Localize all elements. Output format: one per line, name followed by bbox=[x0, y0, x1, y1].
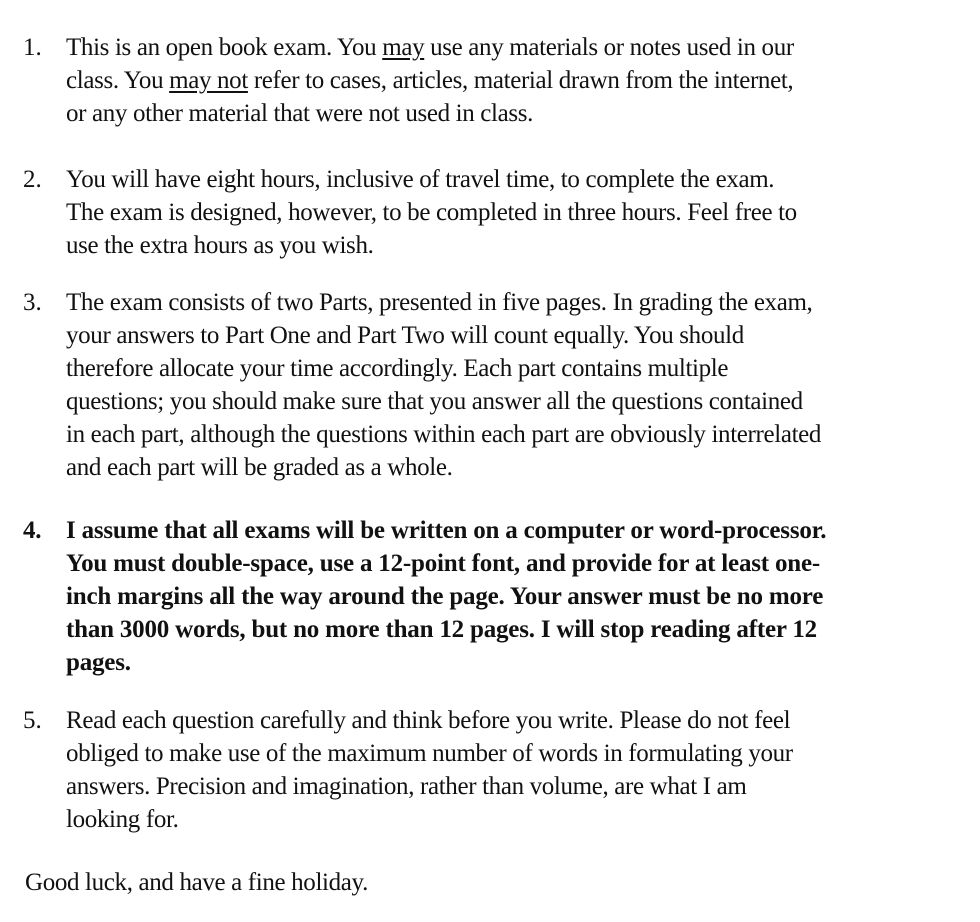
text-line: Read each question carefully and think before you write. Please do not feel bbox=[66, 707, 791, 734]
text-line: than 3000 words, but no more than 12 pages. I will stop reading after 12 bbox=[66, 616, 817, 643]
closing-line: Good luck, and have a fine holiday. bbox=[25, 869, 368, 896]
text-line: The exam is designed, however, to be completed in three hours. Feel free to bbox=[66, 199, 797, 226]
instruction-text bbox=[66, 704, 966, 836]
text-line: This is an open book exam. You may use any materials or notes used in our bbox=[66, 34, 794, 61]
instruction-text bbox=[66, 31, 966, 130]
text-line: in each part, although the questions within each part are obviously interrelated bbox=[66, 421, 822, 448]
text-line: The exam consists of two Parts, presented in five pages. In grading the exam, bbox=[66, 289, 813, 316]
text-line: inch margins all the way around the page. Your answer must be no more bbox=[66, 583, 824, 610]
text-line: answers. Precision and imagination, rather than volume, are what I am bbox=[66, 773, 747, 800]
instruction-text bbox=[66, 514, 966, 679]
text-line: use the extra hours as you wish. bbox=[66, 232, 374, 259]
instruction-text bbox=[66, 286, 966, 484]
text-line: your answers to Part One and Part Two will count equally. You should bbox=[66, 322, 744, 349]
text-line: pages. bbox=[66, 649, 131, 676]
instruction-number: 1. bbox=[23, 34, 42, 61]
text-line: You will have eight hours, inclusive of travel time, to complete the exam. bbox=[66, 166, 775, 193]
text-line: I assume that all exams will be written on a computer or word-processor. bbox=[66, 517, 827, 544]
instruction-text bbox=[66, 163, 966, 262]
text-line: questions; you should make sure that you answer all the questions contained bbox=[66, 388, 803, 415]
instruction-number: 3. bbox=[23, 289, 42, 316]
text-line: looking for. bbox=[66, 806, 179, 833]
instruction-number: 4. bbox=[23, 517, 42, 544]
text-line: class. You may not refer to cases, articles, material drawn from the internet, bbox=[66, 67, 794, 94]
text-line: obliged to make use of the maximum number of words in formulating your bbox=[66, 740, 793, 767]
text-line: therefore allocate your time accordingly. Each part contains multiple bbox=[66, 355, 729, 382]
text-line: You must double-space, use a 12-point font, and provide for at least one- bbox=[66, 550, 820, 577]
underlined-word: may bbox=[382, 34, 425, 61]
instruction-number: 5. bbox=[23, 707, 42, 734]
text-line: and each part will be graded as a whole. bbox=[66, 454, 453, 481]
text-line: or any other material that were not used in class. bbox=[66, 100, 534, 127]
instruction-number: 2. bbox=[23, 166, 42, 193]
underlined-word: may not bbox=[169, 67, 248, 94]
